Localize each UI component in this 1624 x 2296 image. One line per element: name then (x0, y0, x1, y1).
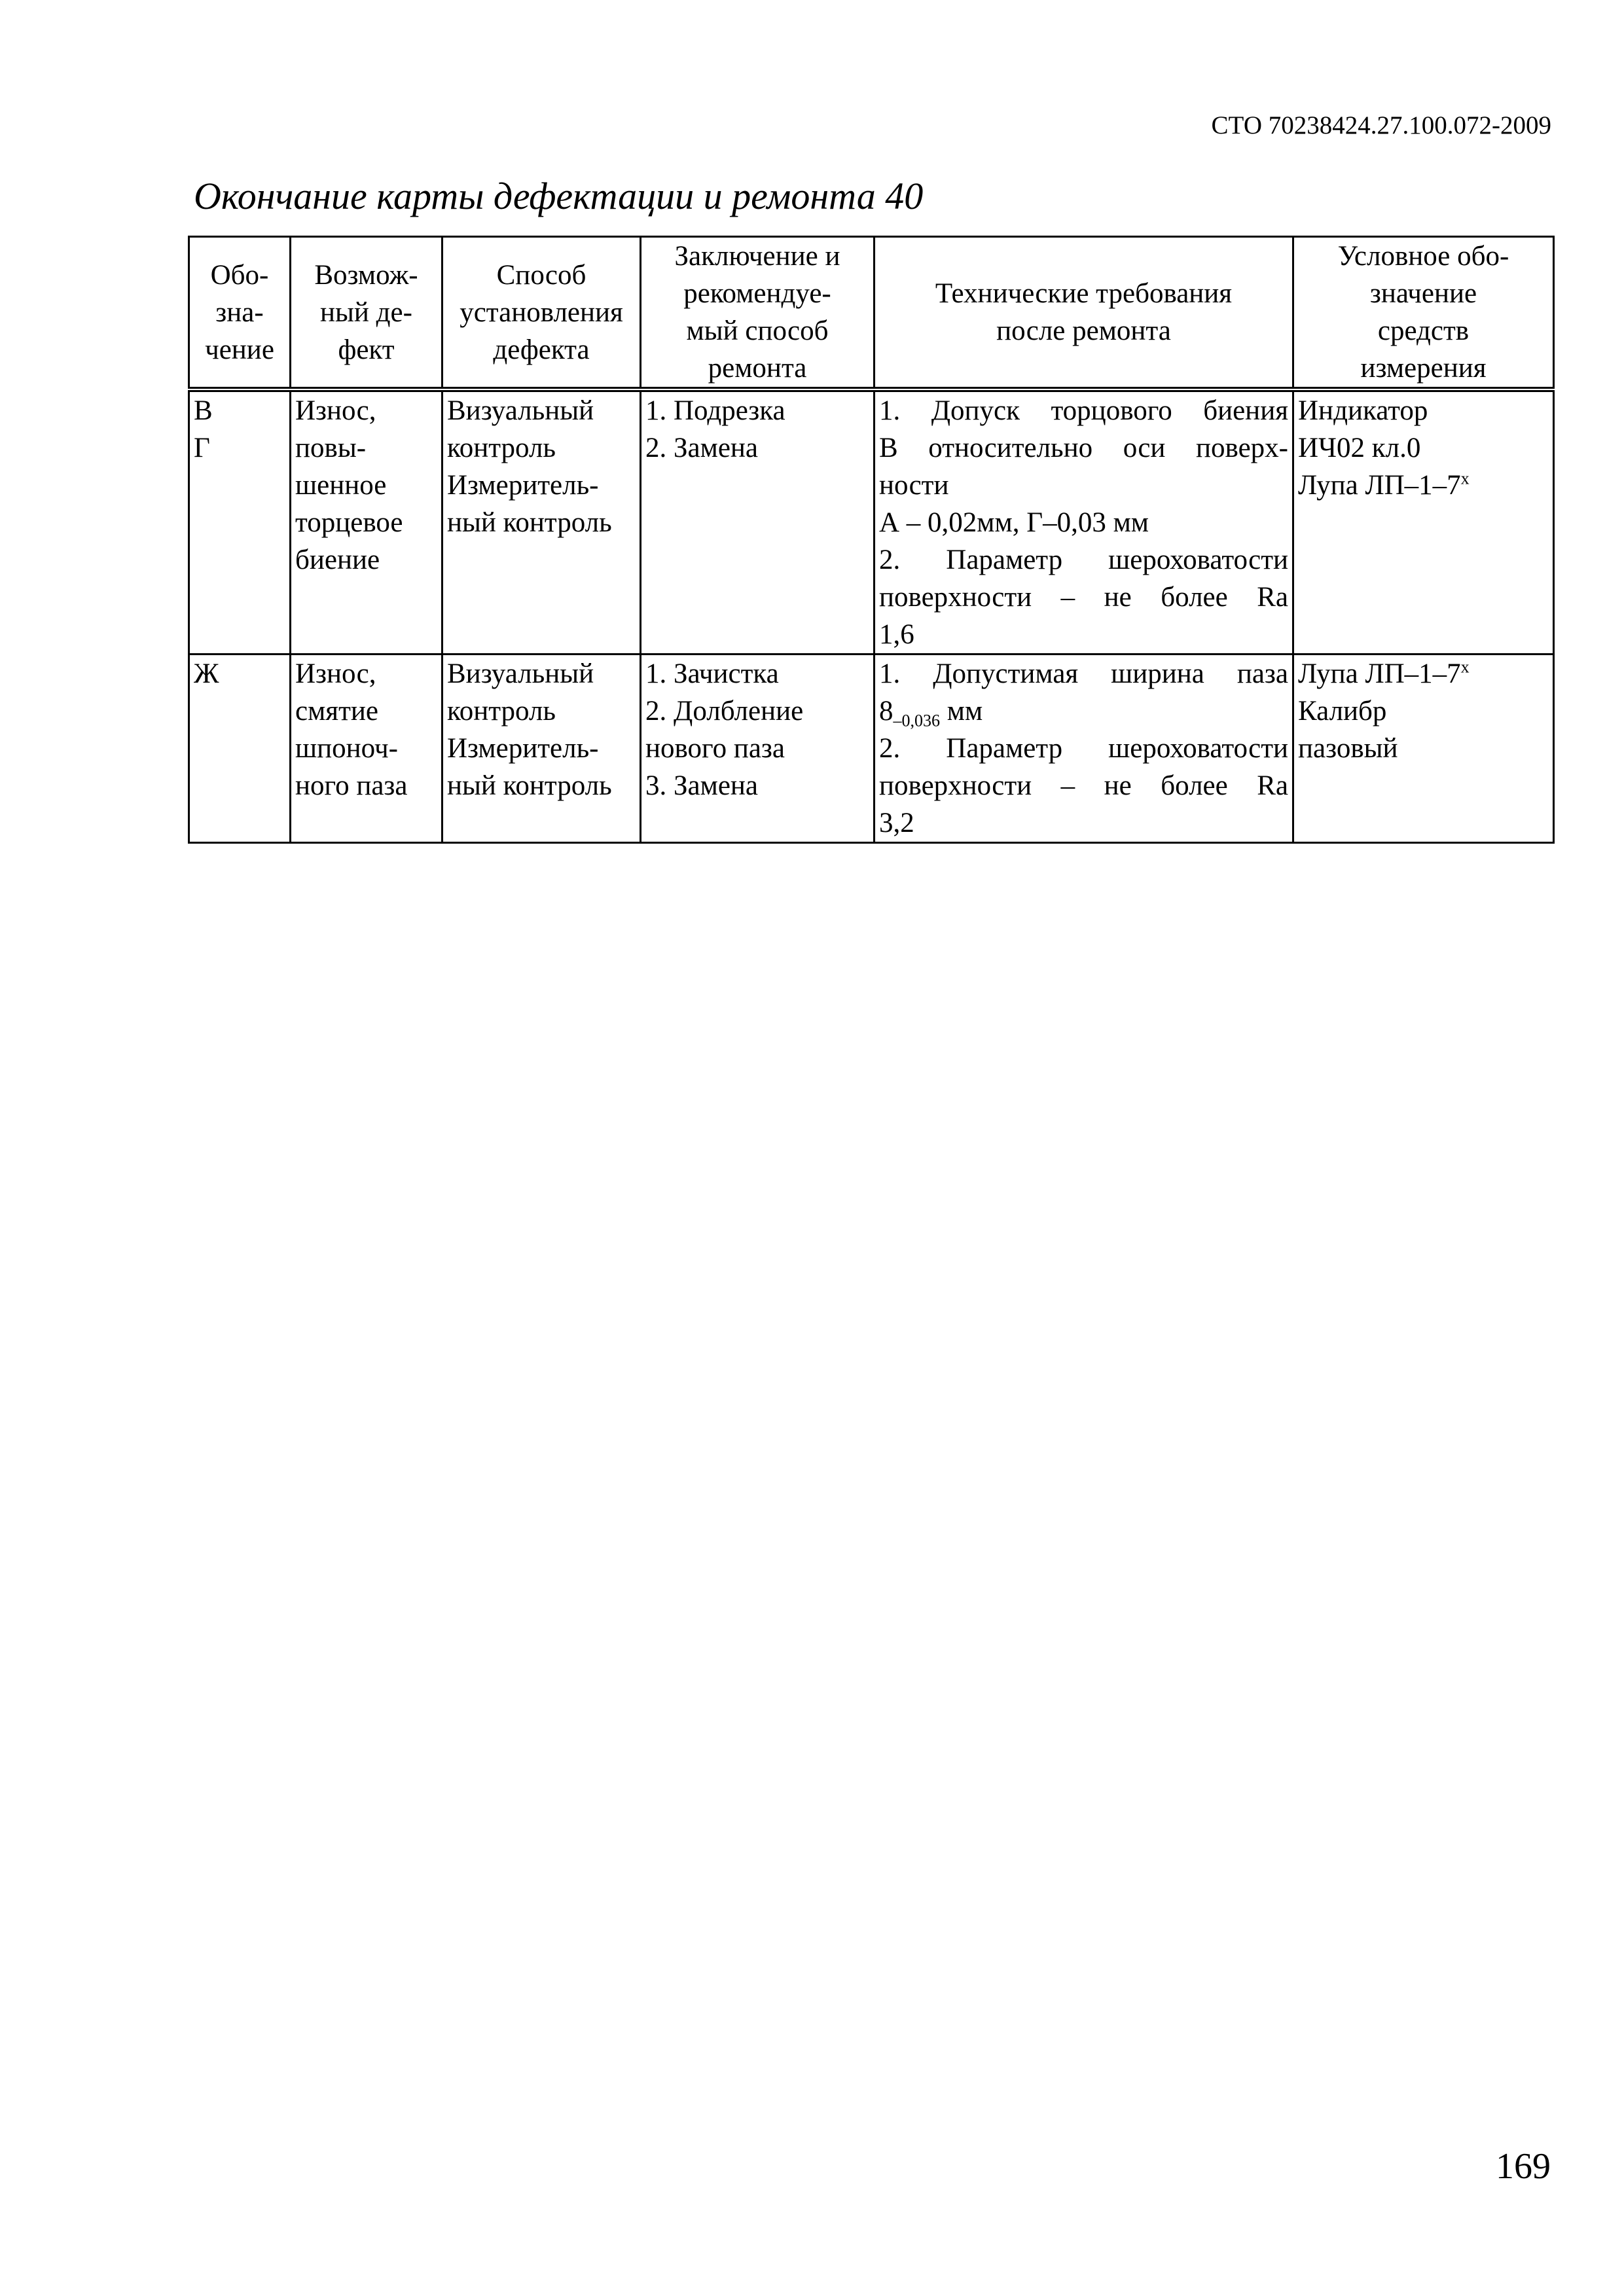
document-code: СТО 70238424.27.100.072-2009 (1211, 111, 1551, 139)
col-header-designation (189, 237, 291, 390)
col-header-line: мый способ (686, 315, 829, 346)
cell-repair: 1. Подрезка 2. Замена (641, 389, 875, 655)
cell-defect: Износ, смятие шпоноч- ного паза (291, 655, 442, 843)
col-header-repair (641, 237, 875, 390)
col-header-line: Заключение и (674, 241, 840, 272)
cell-instruments: Индикатор ИЧ02 кл.0 Лупа $ЛП-1-7^х$ (1293, 389, 1554, 655)
cell-designation: В Г (189, 389, 291, 655)
table-row (189, 389, 1554, 655)
cell-defect: Износ, повы- шенное торцевое биение (291, 389, 442, 655)
cell-method: Визуальный контроль Измеритель- ный контроль (442, 389, 641, 655)
col-header-line: измерения (1360, 353, 1487, 384)
col-header-line: ремонта (708, 353, 807, 384)
col-header-line: ный де- (320, 296, 412, 328)
table-title: Окончание карты дефектации и ремонта 40 (194, 175, 924, 217)
defect-table (188, 236, 1555, 844)
col-header-requirements (875, 237, 1293, 390)
cell-repair: 1. Зачистка 2. Долбление нового паза 3. Замена (641, 655, 875, 843)
cell-requirements: 1. Допустимая ширина паза $8_{-0,036}$ мм 2. Параметр шероховатости поверхности – не более Ra 3,2 (875, 655, 1293, 843)
col-header-line: после ремонта (996, 315, 1171, 346)
table-row (189, 655, 1554, 843)
cell-designation: Ж (189, 655, 291, 843)
col-header-line: дефекта (493, 334, 590, 365)
table-header-row (189, 237, 1554, 390)
col-header-defect (291, 237, 442, 390)
page-number: 169 (1496, 2146, 1551, 2187)
col-header-line: Обо- (210, 259, 269, 291)
col-header-method (442, 237, 641, 390)
cell-method: Визуальный контроль Измеритель- ный контроль (442, 655, 641, 843)
col-header-line: рекомендуе- (683, 278, 831, 309)
col-header-line: установления (460, 296, 623, 328)
col-header-line: Способ (496, 259, 586, 291)
col-header-line: зна- (215, 296, 264, 328)
col-header-line: Технические требования (935, 278, 1233, 309)
col-header-line: значение (1369, 278, 1477, 309)
col-header-instruments (1293, 237, 1554, 390)
cell-instruments: Лупа $ЛП-1-7^х$ Калибр пазовый (1293, 655, 1554, 843)
col-header-line: чение (205, 334, 274, 365)
cell-requirements: 1. Допуск торцового биения В относительно оси поверх- ности А – 0,02мм, Г–0,03 мм 2. Параметр шероховатости поверхности – не более Ra 1,6 (875, 389, 1293, 655)
col-header-line: средств (1377, 315, 1470, 346)
col-header-line: фект (338, 334, 395, 365)
col-header-line: Условное обо- (1337, 241, 1509, 272)
col-header-line: Возмож- (314, 259, 418, 291)
